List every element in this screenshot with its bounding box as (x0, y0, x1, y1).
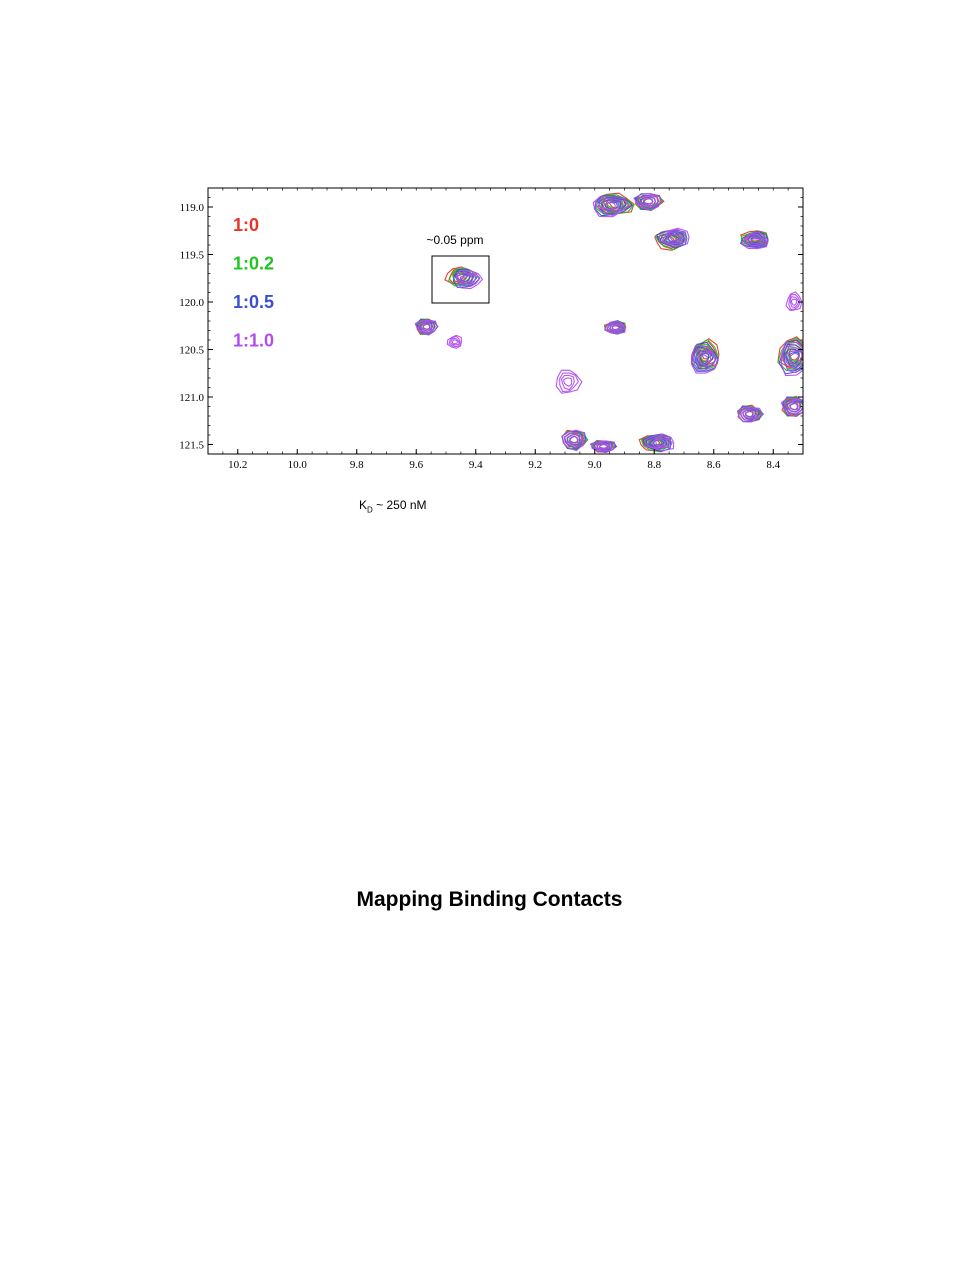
kd-value: ~ 250 nM (372, 498, 427, 512)
shift-annotation: ~0.05 ppm (426, 233, 484, 247)
x-axis (208, 188, 788, 471)
x-tick-label: 9.6 (409, 459, 424, 471)
y-tick-label: 119.0 (179, 202, 204, 214)
legend-item: 1:1.0 (233, 330, 275, 351)
contour-line (453, 340, 458, 344)
x-tick-label: 10.2 (228, 459, 248, 471)
y-tick-label: 121.5 (179, 439, 204, 452)
x-tick-label: 9.8 (349, 459, 364, 471)
x-tick-label: 8.4 (766, 459, 781, 471)
kd-symbol: K (359, 498, 368, 512)
y-tick-label: 120.0 (179, 297, 204, 309)
section-title: Mapping Binding Contacts (356, 888, 623, 911)
kd-subscript: D (367, 505, 373, 515)
x-tick-label: 8.6 (706, 459, 721, 471)
contour-line (564, 378, 572, 387)
x-tick-label: 9.4 (468, 459, 483, 471)
legend-item: 1:0.5 (233, 292, 275, 312)
dissociation-constant-note (359, 498, 427, 514)
legend-item: 1:0.2 (233, 253, 275, 274)
y-axis (179, 188, 803, 454)
contour-line (745, 411, 753, 416)
legend (233, 215, 274, 351)
y-tick-label: 119.5 (179, 249, 204, 262)
plot-frame (208, 188, 803, 454)
x-tick-label: 9.2 (528, 459, 543, 471)
x-tick-label: 10.0 (287, 459, 307, 471)
contour-line (612, 326, 619, 330)
y-tick-label: 121.0 (179, 392, 204, 404)
x-tick-label: 9.0 (587, 459, 602, 471)
x-tick-label: 8.8 (647, 459, 662, 471)
legend-item: 1:0 (233, 215, 260, 235)
contour-line (791, 299, 796, 305)
y-tick-label: 120.5 (179, 344, 204, 357)
nmr-spectrum-figure (0, 0, 979, 560)
